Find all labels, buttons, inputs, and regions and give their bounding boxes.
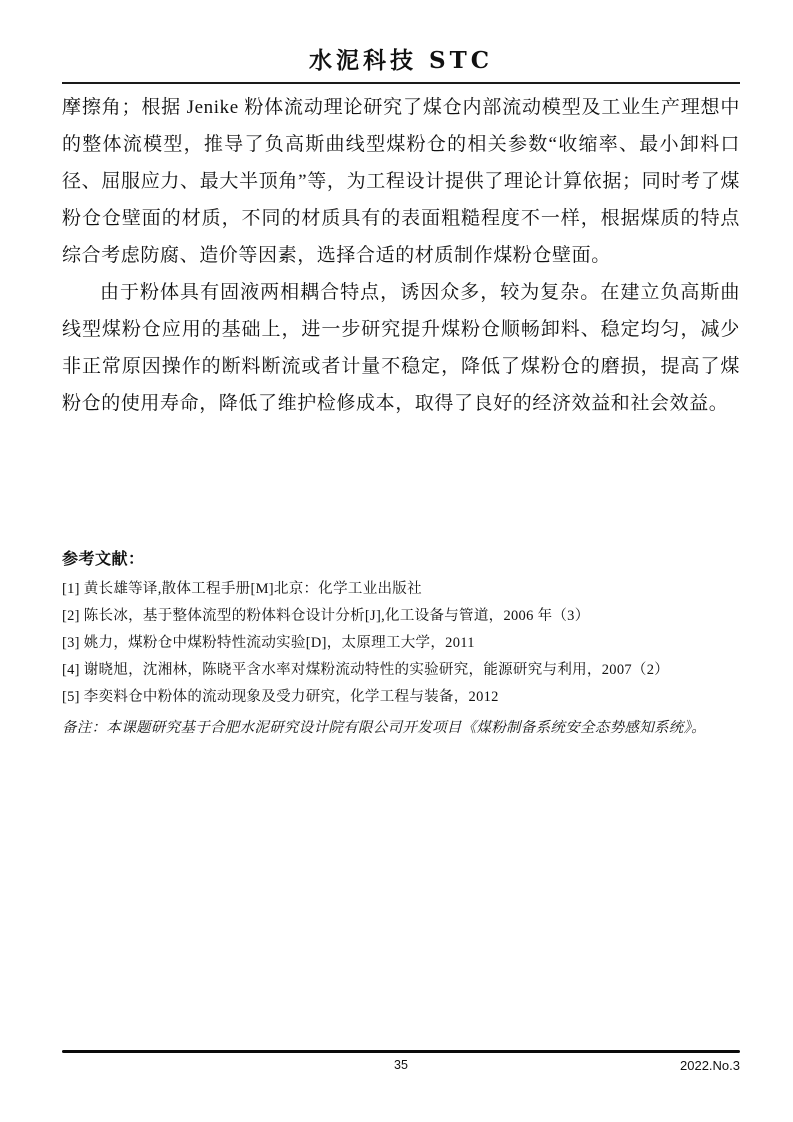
page-number: 35 bbox=[394, 1058, 408, 1072]
journal-title: 水泥科技 STC bbox=[308, 47, 494, 74]
body-paragraph-conclusion: 由于粉体具有固液两相耦合特点，诱因众多，较为复杂。在建立负高斯曲线型煤粉仓应用的基础上，进一步研究提升煤粉仓顺畅卸料、稳定均匀，减少非正常原因操作的断料断流或者计量不稳定，降低了煤粉仓的磨损，提高了煤粉仓的使用寿命，降低了维护检修成本，取得了良好的经济效益和社会效益。 bbox=[62, 282, 740, 414]
reference-item: [1] 黄长雄等译,散体工程手册[M]北京：化学工业出版社 bbox=[62, 581, 422, 597]
reference-item: [4] 谢晓旭，沈湘林，陈晓平含水率对煤粉流动特性的实验研究，能源研究与利用，2007（2） bbox=[62, 662, 670, 678]
footer-divider bbox=[62, 1050, 740, 1053]
body-paragraph-continuation: 摩擦角；根据 Jenike 粉体流动理论研究了煤仓内部流动模型及工业生产理想中的整体流模型，推导了负高斯曲线型煤粉仓的相关参数“收缩率、最小卸料口径、屈服应力、最大半顶角”等，为工程设计提供了理论计算依据；同时考了煤粉仓仓壁面的材质，不同的材质具有的表面粗糙程度不一样，根据煤质的特点综合考虑防腐、造价等因素，选择合适的材质制作煤粉仓壁面。 bbox=[62, 97, 740, 266]
issue-label: 2022.No.3 bbox=[680, 1058, 740, 1073]
remark-note: 备注：本课题研究基于合肥水泥研究设计院有限公司开发项目《煤粉制备系统安全态势感知系统》。 bbox=[62, 720, 706, 736]
journal-header bbox=[62, 42, 740, 75]
article-body bbox=[62, 89, 740, 422]
reference-item: [3] 姚力，煤粉仓中煤粉特性流动实验[D]，太原理工大学，2011 bbox=[62, 635, 475, 651]
reference-item: [5] 李奕料仓中粉体的流动现象及受力研究，化学工程与装备，2012 bbox=[62, 689, 499, 705]
header-divider bbox=[62, 82, 740, 84]
reference-item: [2] 陈长冰，基于整体流型的粉体料仓设计分析[J],化工设备与管道，2006 年（3） bbox=[62, 608, 590, 624]
references-heading: 参考文献： bbox=[62, 551, 145, 568]
references-section bbox=[62, 546, 740, 711]
